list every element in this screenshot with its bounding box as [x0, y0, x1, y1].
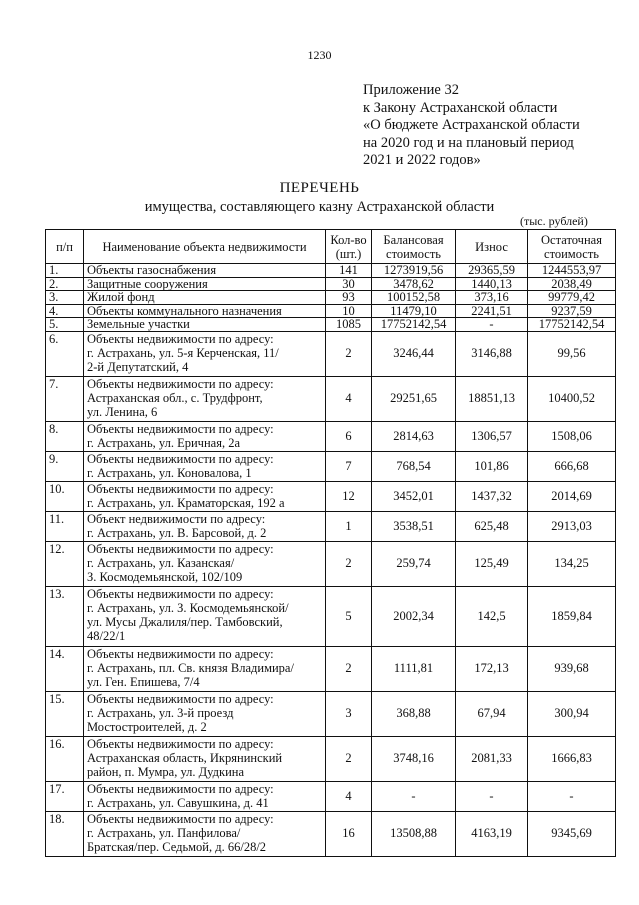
cell-balance-value: 3452,01: [372, 481, 456, 511]
cell-quantity: 2: [326, 541, 372, 586]
cell-name-line: г. Астрахань, ул. Савушкина, д. 41: [87, 795, 269, 810]
cell-balance-value: 768,54: [372, 451, 456, 481]
cell-quantity: 12: [326, 481, 372, 511]
cell-wear: 1440,13: [456, 277, 528, 291]
table-row: [46, 691, 616, 736]
property-table: [45, 229, 616, 857]
cell-name-line: г. Астрахань, ул. 3-й проезд: [87, 705, 234, 720]
cell-wear: 1437,32: [456, 481, 528, 511]
cell-number: 13.: [46, 586, 84, 646]
cell-number: 11.: [46, 511, 84, 541]
header-balance-line2: стоимость: [386, 246, 441, 261]
cell-name-line: г. Астрахань, ул. 5-я Керченская, 11/: [87, 345, 279, 360]
cell-name: [84, 331, 326, 376]
cell-name-line: г. Астрахань, ул. Коновалова, 1: [87, 465, 252, 480]
cell-name: [84, 481, 326, 511]
table-row: [46, 646, 616, 691]
cell-name-line: Объекты недвижимости по адресу:: [87, 481, 274, 496]
cell-residual-value: 939,68: [528, 646, 616, 691]
cell-residual-value: 10400,52: [528, 376, 616, 421]
cell-name: [84, 811, 326, 856]
header-wear: Износ: [456, 230, 528, 264]
cell-balance-value: 2002,34: [372, 586, 456, 646]
cell-number: 12.: [46, 541, 84, 586]
cell-number: 4.: [46, 304, 84, 318]
cell-balance-value: 3478,62: [372, 277, 456, 291]
cell-number: 1.: [46, 264, 84, 278]
cell-number: 15.: [46, 691, 84, 736]
cell-wear: 2241,51: [456, 304, 528, 318]
cell-name-line: Братская/пер. Седьмой, д. 66/28/2: [87, 840, 267, 855]
appendix-line: на 2020 год и на плановый период: [363, 134, 574, 151]
table-body: [46, 264, 616, 857]
cell-quantity: 93: [326, 291, 372, 305]
cell-name-line: г. Астрахань, ул. Панфилова/: [87, 825, 241, 840]
cell-residual-value: 1508,06: [528, 421, 616, 451]
table-row: [46, 781, 616, 811]
cell-name-line: Объекты недвижимости по адресу:: [87, 376, 274, 391]
table-row: [46, 291, 616, 305]
cell-wear: 3146,88: [456, 331, 528, 376]
document-subtitle: имущества, составляющего казну Астраханской области: [144, 199, 495, 215]
cell-name-line: ул. Мусы Джалиля/пер. Тамбовский,: [87, 615, 283, 630]
cell-number: 17.: [46, 781, 84, 811]
table-header-row: [46, 230, 616, 264]
cell-name-line: Астраханская обл., с. Трудфронт,: [87, 390, 263, 405]
table-row: [46, 331, 616, 376]
cell-residual-value: 1666,83: [528, 736, 616, 781]
cell-name-line: Защитные сооружения: [87, 277, 208, 291]
cell-wear: -: [456, 318, 528, 332]
cell-residual-value: 2913,03: [528, 511, 616, 541]
cell-balance-value: 1273919,56: [372, 264, 456, 278]
cell-wear: 142,5: [456, 586, 528, 646]
cell-name-line: Объекты недвижимости по адресу:: [87, 646, 274, 661]
cell-wear: 172,13: [456, 646, 528, 691]
cell-name-line: Астраханская область, Икрянинский: [87, 750, 283, 765]
cell-wear: 1306,57: [456, 421, 528, 451]
appendix-line: Приложение 32: [363, 82, 459, 98]
table-row: [46, 421, 616, 451]
cell-balance-value: 259,74: [372, 541, 456, 586]
table-row: [46, 277, 616, 291]
cell-name-line: г. Астрахань, ул. З. Космодемьянской/: [87, 600, 289, 615]
cell-name: [84, 421, 326, 451]
cell-balance-value: 3538,51: [372, 511, 456, 541]
cell-number: 7.: [46, 376, 84, 421]
cell-name-line: 48/22/1: [87, 629, 126, 644]
cell-name: [84, 511, 326, 541]
header-residual-value: [528, 230, 616, 264]
cell-name: [84, 304, 326, 318]
table-row: [46, 264, 616, 278]
header-balance-line1: Балансовая: [383, 232, 444, 247]
cell-name: [84, 646, 326, 691]
units-note: (тыс. рублей): [520, 214, 588, 228]
cell-name-line: г. Астрахань, пл. Св. князя Владимира/: [87, 660, 294, 675]
cell-name: [84, 318, 326, 332]
cell-name: [84, 781, 326, 811]
cell-number: 8.: [46, 421, 84, 451]
cell-wear: 101,86: [456, 451, 528, 481]
cell-number: 16.: [46, 736, 84, 781]
cell-number: 2.: [46, 277, 84, 291]
cell-residual-value: 300,94: [528, 691, 616, 736]
cell-quantity: 7: [326, 451, 372, 481]
cell-wear: 29365,59: [456, 264, 528, 278]
cell-residual-value: 9345,69: [528, 811, 616, 856]
cell-name-line: Объекты газоснабжения: [87, 263, 217, 277]
cell-residual-value: 666,68: [528, 451, 616, 481]
cell-name-line: Мостостроителей, д. 2: [87, 720, 207, 735]
cell-wear: 625,48: [456, 511, 528, 541]
table-row: [46, 736, 616, 781]
document-title: ПЕРЕЧЕНЬ: [279, 180, 360, 196]
cell-residual-value: 1244553,97: [528, 264, 616, 278]
cell-quantity: 2: [326, 736, 372, 781]
cell-balance-value: 1111,81: [372, 646, 456, 691]
cell-quantity: 4: [326, 781, 372, 811]
cell-quantity: 2: [326, 331, 372, 376]
cell-balance-value: 17752142,54: [372, 318, 456, 332]
cell-name-line: г. Астрахань, ул. В. Барсовой, д. 2: [87, 525, 267, 540]
table-row: [46, 304, 616, 318]
cell-quantity: 5: [326, 586, 372, 646]
cell-name: [84, 264, 326, 278]
cell-residual-value: 134,25: [528, 541, 616, 586]
cell-wear: -: [456, 781, 528, 811]
cell-quantity: 3: [326, 691, 372, 736]
cell-name-line: г. Астрахань, ул. Краматорская, 192 а: [87, 495, 285, 510]
cell-name-line: Объект недвижимости по адресу:: [87, 511, 266, 526]
table-row: [46, 481, 616, 511]
cell-name-line: Объекты недвижимости по адресу:: [87, 421, 274, 436]
cell-name-line: район, п. Мумра, ул. Дудкина: [87, 765, 245, 780]
cell-quantity: 141: [326, 264, 372, 278]
cell-residual-value: 9237,59: [528, 304, 616, 318]
cell-name-line: Объекты недвижимости по адресу:: [87, 691, 274, 706]
appendix-line: 2021 и 2022 годов»: [363, 152, 481, 168]
cell-name-line: Земельные участки: [87, 317, 190, 331]
cell-residual-value: -: [528, 781, 616, 811]
header-residual-line1: Остаточная: [541, 232, 602, 247]
cell-quantity: 30: [326, 277, 372, 291]
cell-residual-value: 99779,42: [528, 291, 616, 305]
cell-number: 9.: [46, 451, 84, 481]
cell-number: 10.: [46, 481, 84, 511]
cell-quantity: 1: [326, 511, 372, 541]
cell-name: [84, 691, 326, 736]
cell-residual-value: 2038,49: [528, 277, 616, 291]
cell-name-line: ул. Ген. Епишева, 7/4: [87, 675, 200, 690]
cell-name-line: Объекты недвижимости по адресу:: [87, 781, 274, 796]
cell-name-line: З. Космодемьянской, 102/109: [87, 570, 243, 585]
header-quantity-line2: (шт.): [335, 246, 362, 261]
cell-quantity: 1085: [326, 318, 372, 332]
table-row: [46, 318, 616, 332]
cell-name-line: Объекты недвижимости по адресу:: [87, 541, 274, 556]
table-row: [46, 451, 616, 481]
cell-name-line: Объекты недвижимости по адресу:: [87, 811, 274, 826]
cell-name: [84, 541, 326, 586]
page-number: 1230: [307, 48, 332, 62]
cell-quantity: 16: [326, 811, 372, 856]
cell-quantity: 10: [326, 304, 372, 318]
cell-number: 6.: [46, 331, 84, 376]
cell-name-line: Объекты недвижимости по адресу:: [87, 451, 274, 466]
cell-balance-value: 100152,58: [372, 291, 456, 305]
cell-wear: 373,16: [456, 291, 528, 305]
cell-number: 3.: [46, 291, 84, 305]
cell-name: [84, 586, 326, 646]
cell-wear: 125,49: [456, 541, 528, 586]
appendix-line: к Закону Астраханской области: [363, 99, 558, 116]
appendix-line: «О бюджете Астраханской области: [363, 117, 580, 133]
cell-residual-value: 2014,69: [528, 481, 616, 511]
header-number: п/п: [46, 230, 84, 264]
cell-balance-value: 29251,65: [372, 376, 456, 421]
cell-quantity: 6: [326, 421, 372, 451]
cell-balance-value: 3748,16: [372, 736, 456, 781]
cell-name: [84, 451, 326, 481]
table-row: [46, 541, 616, 586]
table-row: [46, 511, 616, 541]
table-row: [46, 586, 616, 646]
cell-balance-value: -: [372, 781, 456, 811]
cell-name-line: г. Астрахань, ул. Казанская/: [87, 555, 235, 570]
cell-wear: 18851,13: [456, 376, 528, 421]
cell-residual-value: 1859,84: [528, 586, 616, 646]
cell-name: [84, 277, 326, 291]
table-row: [46, 811, 616, 856]
cell-name-line: г. Астрахань, ул. Еричная, 2а: [87, 435, 241, 450]
header-name: Наименование объекта недвижимости: [84, 230, 326, 264]
cell-name-line: Объекты недвижимости по адресу:: [87, 586, 274, 601]
cell-balance-value: 3246,44: [372, 331, 456, 376]
header-quantity-line1: Кол-во: [330, 232, 367, 247]
cell-number: 14.: [46, 646, 84, 691]
cell-name: [84, 291, 326, 305]
cell-balance-value: 13508,88: [372, 811, 456, 856]
cell-balance-value: 368,88: [372, 691, 456, 736]
table-row: [46, 376, 616, 421]
cell-name-line: 2-й Депутатский, 4: [87, 360, 189, 375]
header-balance-value: [372, 230, 456, 264]
cell-wear: 2081,33: [456, 736, 528, 781]
cell-balance-value: 11479,10: [372, 304, 456, 318]
cell-name: [84, 736, 326, 781]
cell-residual-value: 17752142,54: [528, 318, 616, 332]
cell-quantity: 2: [326, 646, 372, 691]
header-quantity: [326, 230, 372, 264]
cell-wear: 67,94: [456, 691, 528, 736]
cell-residual-value: 99,56: [528, 331, 616, 376]
cell-quantity: 4: [326, 376, 372, 421]
header-residual-line2: стоимость: [544, 246, 599, 261]
cell-name-line: Объекты недвижимости по адресу:: [87, 736, 274, 751]
cell-number: 18.: [46, 811, 84, 856]
cell-number: 5.: [46, 318, 84, 332]
cell-name-line: ул. Ленина, 6: [87, 405, 158, 420]
cell-name-line: Объекты недвижимости по адресу:: [87, 331, 274, 346]
cell-name-line: Жилой фонд: [87, 290, 155, 304]
cell-balance-value: 2814,63: [372, 421, 456, 451]
appendix-block: [363, 82, 633, 170]
cell-wear: 4163,19: [456, 811, 528, 856]
cell-name-line: Объекты коммунального назначения: [87, 304, 282, 318]
cell-name: [84, 376, 326, 421]
